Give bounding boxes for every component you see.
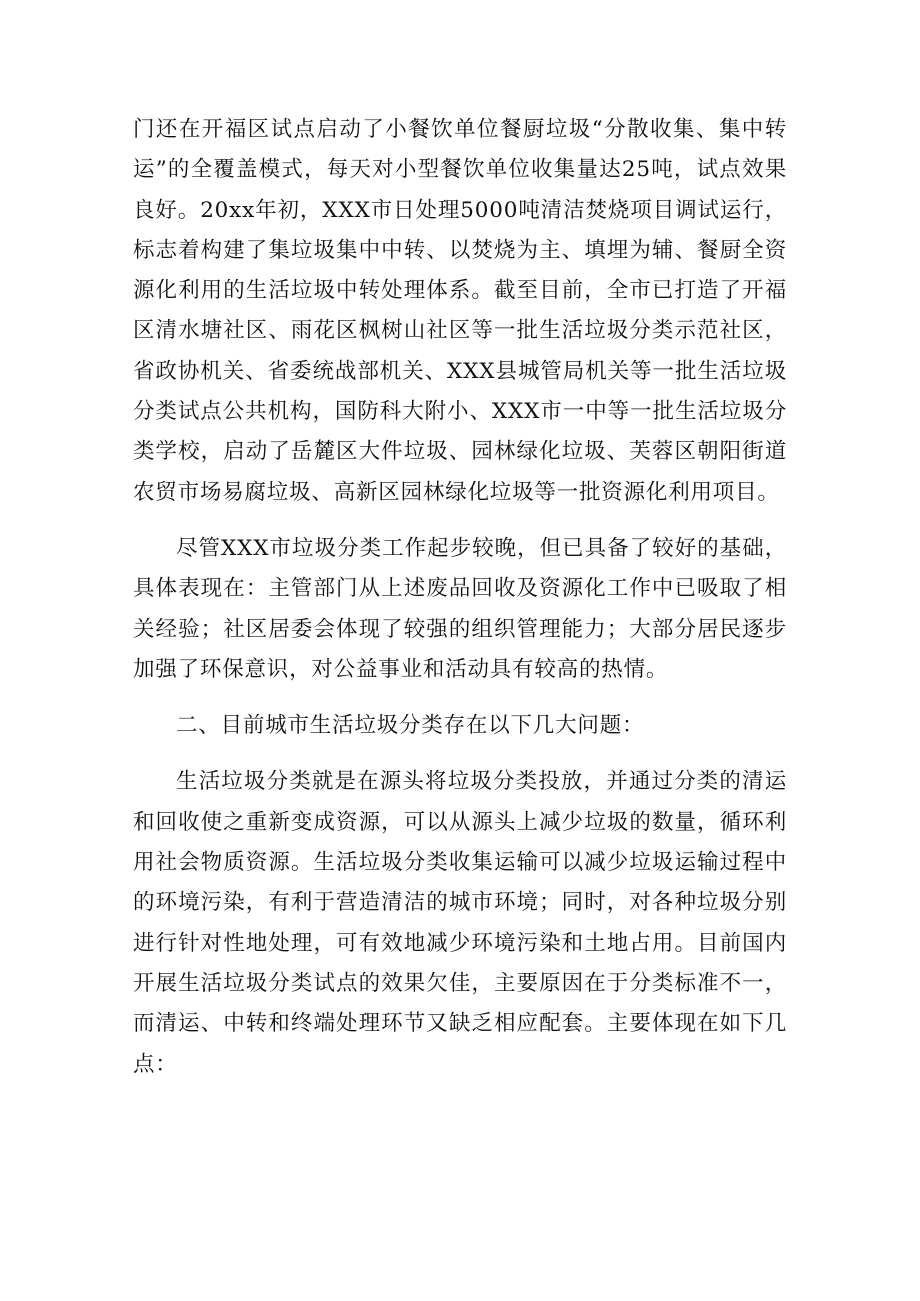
section-heading: 二、目前城市生活垃圾分类存在以下几大问题： — [176, 713, 645, 739]
paragraph-problems-intro: 生活垃圾分类就是在源头将垃圾分类投放，并通过分类的清运和回收使之重新变成资源，可以从源头上减少垃圾的数量，循环利用社会物质资源。生活垃圾分类收集运输可以减少垃圾运输过程中的环境污染，有利于营造清洁的城市环境；同时，对各种垃圾分别进行针对性地处理，可有效地减少环境污染和土地占用。目前国内开展生活垃圾分类试点的效果欠佳，主要原因在于分类标准不一，而清运、中转和终端处理环节又缺乏相应配套。主要体现在如下几点： — [133, 769, 787, 1077]
paragraph-foundation: 尽管XXX市垃圾分类工作起步较晚，但已具备了较好的基础，具体表现在：主管部门从上述废品回收及资源化工作中已吸取了相关经验；社区居委会体现了较强的组织管理能力；大部分居民逐步加强了环保意识，对公益事业和活动具有较高的热情。 — [133, 535, 787, 682]
document-body — [133, 110, 787, 1085]
paragraph-continuation: 门还在开福区试点启动了小餐饮单位餐厨垃圾“分散收集、集中转运”的全覆盖模式，每天对小型餐饮单位收集量达25吨，试点效果良好。20xx年初，XXX市日处理5000吨清洁焚烧项目调试运行，标志着构建了集垃圾集中中转、以焚烧为主、填埋为辅、餐厨全资源化利用的生活垃圾中转处理体系。截至目前，全市已打造了开福区清水塘社区、雨花区枫树山社区等一批生活垃圾分类示范社区，省政协机关、省委统战部机关、XXX县城管局机关等一批生活垃圾分类试点公共机构，国防科大附小、XXX市一中等一批生活垃圾分类学校，启动了岳麓区大件垃圾、园林绿化垃圾、芙蓉区朝阳街道农贸市场易腐垃圾、高新区园林绿化垃圾等一批资源化利用项目。 — [133, 117, 787, 505]
